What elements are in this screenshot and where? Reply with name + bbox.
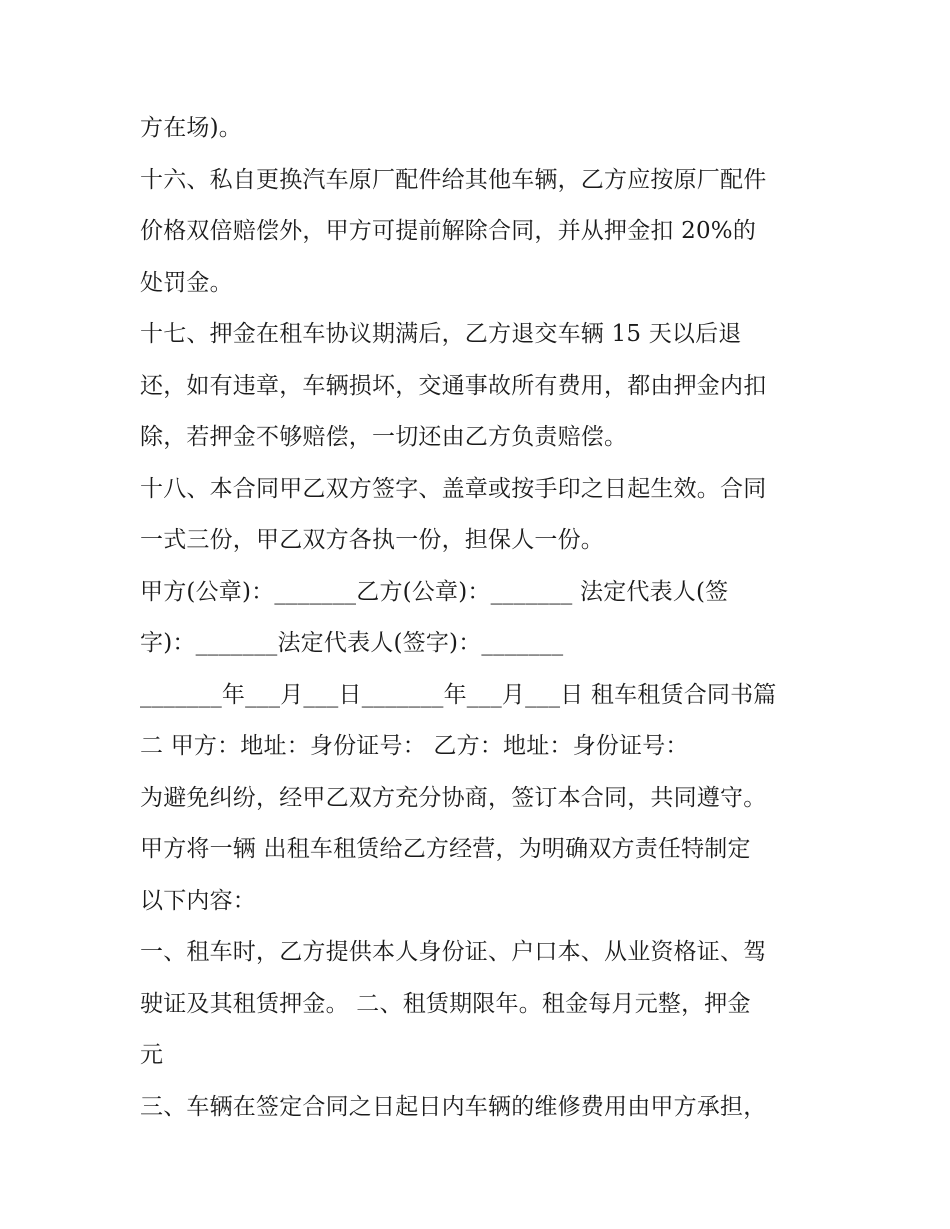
signature-line: 甲方(公章)：_______乙方(公章)：_______ 法定代表人(签 [140,578,729,605]
text-line: 二 甲方：地址：身份证号： 乙方：地址：身份证号： [140,733,689,759]
text-line: 处罚金。 [140,269,233,296]
date-line: _______年___月___日_______年___月___日 租车租赁合同书篇 [140,681,777,708]
text-line: 十八、本合同甲乙双方签字、盖章或按手印之日起生效。合同 [140,475,767,502]
text-line: 三、车辆在签定合同之日起日内车辆的维修费用由甲方承担， [140,1093,767,1120]
text-line: 价格双倍赔偿外，甲方可提前解除合同，并从押金扣 20%的 [140,218,757,244]
signature-line: 字)：_______法定代表人(签字)：_______ [140,630,564,656]
text-line: 一、租车时，乙方提供本人身份证、户口本、从业资格证、驾 [140,939,767,965]
text-line: 甲方将一辆 出租车租赁给乙方经营，为明确双方责任特制定 [140,836,751,862]
text-line: 还，如有违章，车辆损坏，交通事故所有费用，都由押金内扣 [140,372,767,399]
document-body [140,103,820,1133]
text-line: 驶证及其租赁押金。 二、租赁期限年。租金每月元整，押金 [140,990,751,1017]
text-line: 十七、押金在租车协议期满后，乙方退交车辆 15 天以后退 [140,321,742,347]
text-line: 方在场)。 [140,115,242,141]
text-line: 十六、私自更换汽车原厂配件给其他车辆，乙方应按原厂配件 [140,166,767,193]
text-line: 除，若押金不够赔偿，一切还由乙方负责赔偿。 [140,424,628,450]
text-line: 为避免纠纷，经甲乙双方充分协商，签订本合同，共同遵守。 [140,784,767,811]
text-line: 一式三份，甲乙双方各执一份，担保人一份。 [140,527,604,553]
text-line: 以下内容： [140,887,256,914]
text-line: 元 [140,1042,164,1068]
